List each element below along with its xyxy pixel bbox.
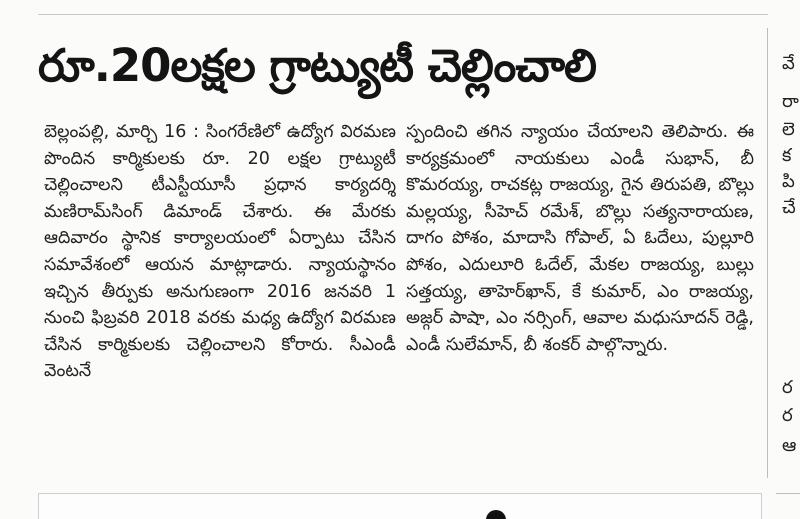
- article-text-right: స్పందించి తగిన న్యాయం చేయాలని తెలిపారు. ఈ కార్యక్రమంలో నాయకులు ఎండీ సుభాన్, బీ కొమరయ్య, రాచకట్ల రాజయ్య, గైన తిరుపతి, బొల్లు మల్లయ్య, సీహెచ్ రమేశ్, బొల్లు సత్యనారాయణ, దాగం పోశం, మాదాసి గోపాల్, ఏ ఓదేలు, పుల్లూరి పోశం, ఎదులూరి ఓదేల్, మేకల రాజయ్య, బుల్లు సత్తయ్య, తాహెర్‌ఖాన్, కే కుమార్, ఎం రాజయ్య, అజ్గర్ పాషా, ఎం నర్సింగ్, ఆవాల మధుసూదన్ రెడ్డి, ఎండీ సులేమాన్, బీ శంకర్ పాల్గొన్నారు.: [406, 122, 754, 355]
- fragment-text: ఆ: [782, 435, 797, 456]
- fragment-text: ర: [782, 405, 793, 426]
- fragment-text: రా: [782, 91, 799, 112]
- article-right-column: [406, 119, 754, 464]
- next-article-box: [38, 493, 762, 519]
- fragment-text: లె: [782, 119, 795, 140]
- column-divider: [767, 28, 768, 478]
- fragment-text: ర: [782, 377, 793, 398]
- fragment-text: చే: [782, 197, 796, 218]
- side-divider: [776, 493, 800, 494]
- adjacent-article-fragment: [776, 40, 800, 500]
- top-divider: [38, 14, 768, 15]
- article-text-left: బెల్లంపల్లి, మార్చి 16 : సింగరేణిలో ఉద్యోగ విరమణ పొందిన కార్మికులకు రూ. 20 లక్షల గ్రాట్యుటీ చెల్లించాలని టీఎస్టీయూసీ ప్రధాన కార్యదర్శి మణిరామ్‌సింగ్ డిమాండ్ చేశారు. ఈ మేరకు ఆదివారం స్థానిక కార్యాలయంలో ఏర్పాటు చేసిన సమావేశంలో ఆయన మాట్లాడారు. న్యాయస్థానం ఇచ్చిన తీర్పుకు అనుగుణంగా 2016 జనవరి 1 నుంచి ఫిబ్రవరి 2018 వరకు మధ్య ఉద్యోగ విరమణ చేసిన కార్మికులకు చెల్లించాలని కోరారు. సీఎండీ వెంటనే: [44, 122, 396, 382]
- fragment-text: వే: [782, 53, 795, 74]
- fragment-text: క: [782, 145, 792, 166]
- fragment-text: పి: [782, 171, 795, 192]
- headline: రూ.20లక్షల గ్రాట్యుటీ చెల్లించాలి: [38, 39, 596, 92]
- article-left-column: [44, 119, 396, 464]
